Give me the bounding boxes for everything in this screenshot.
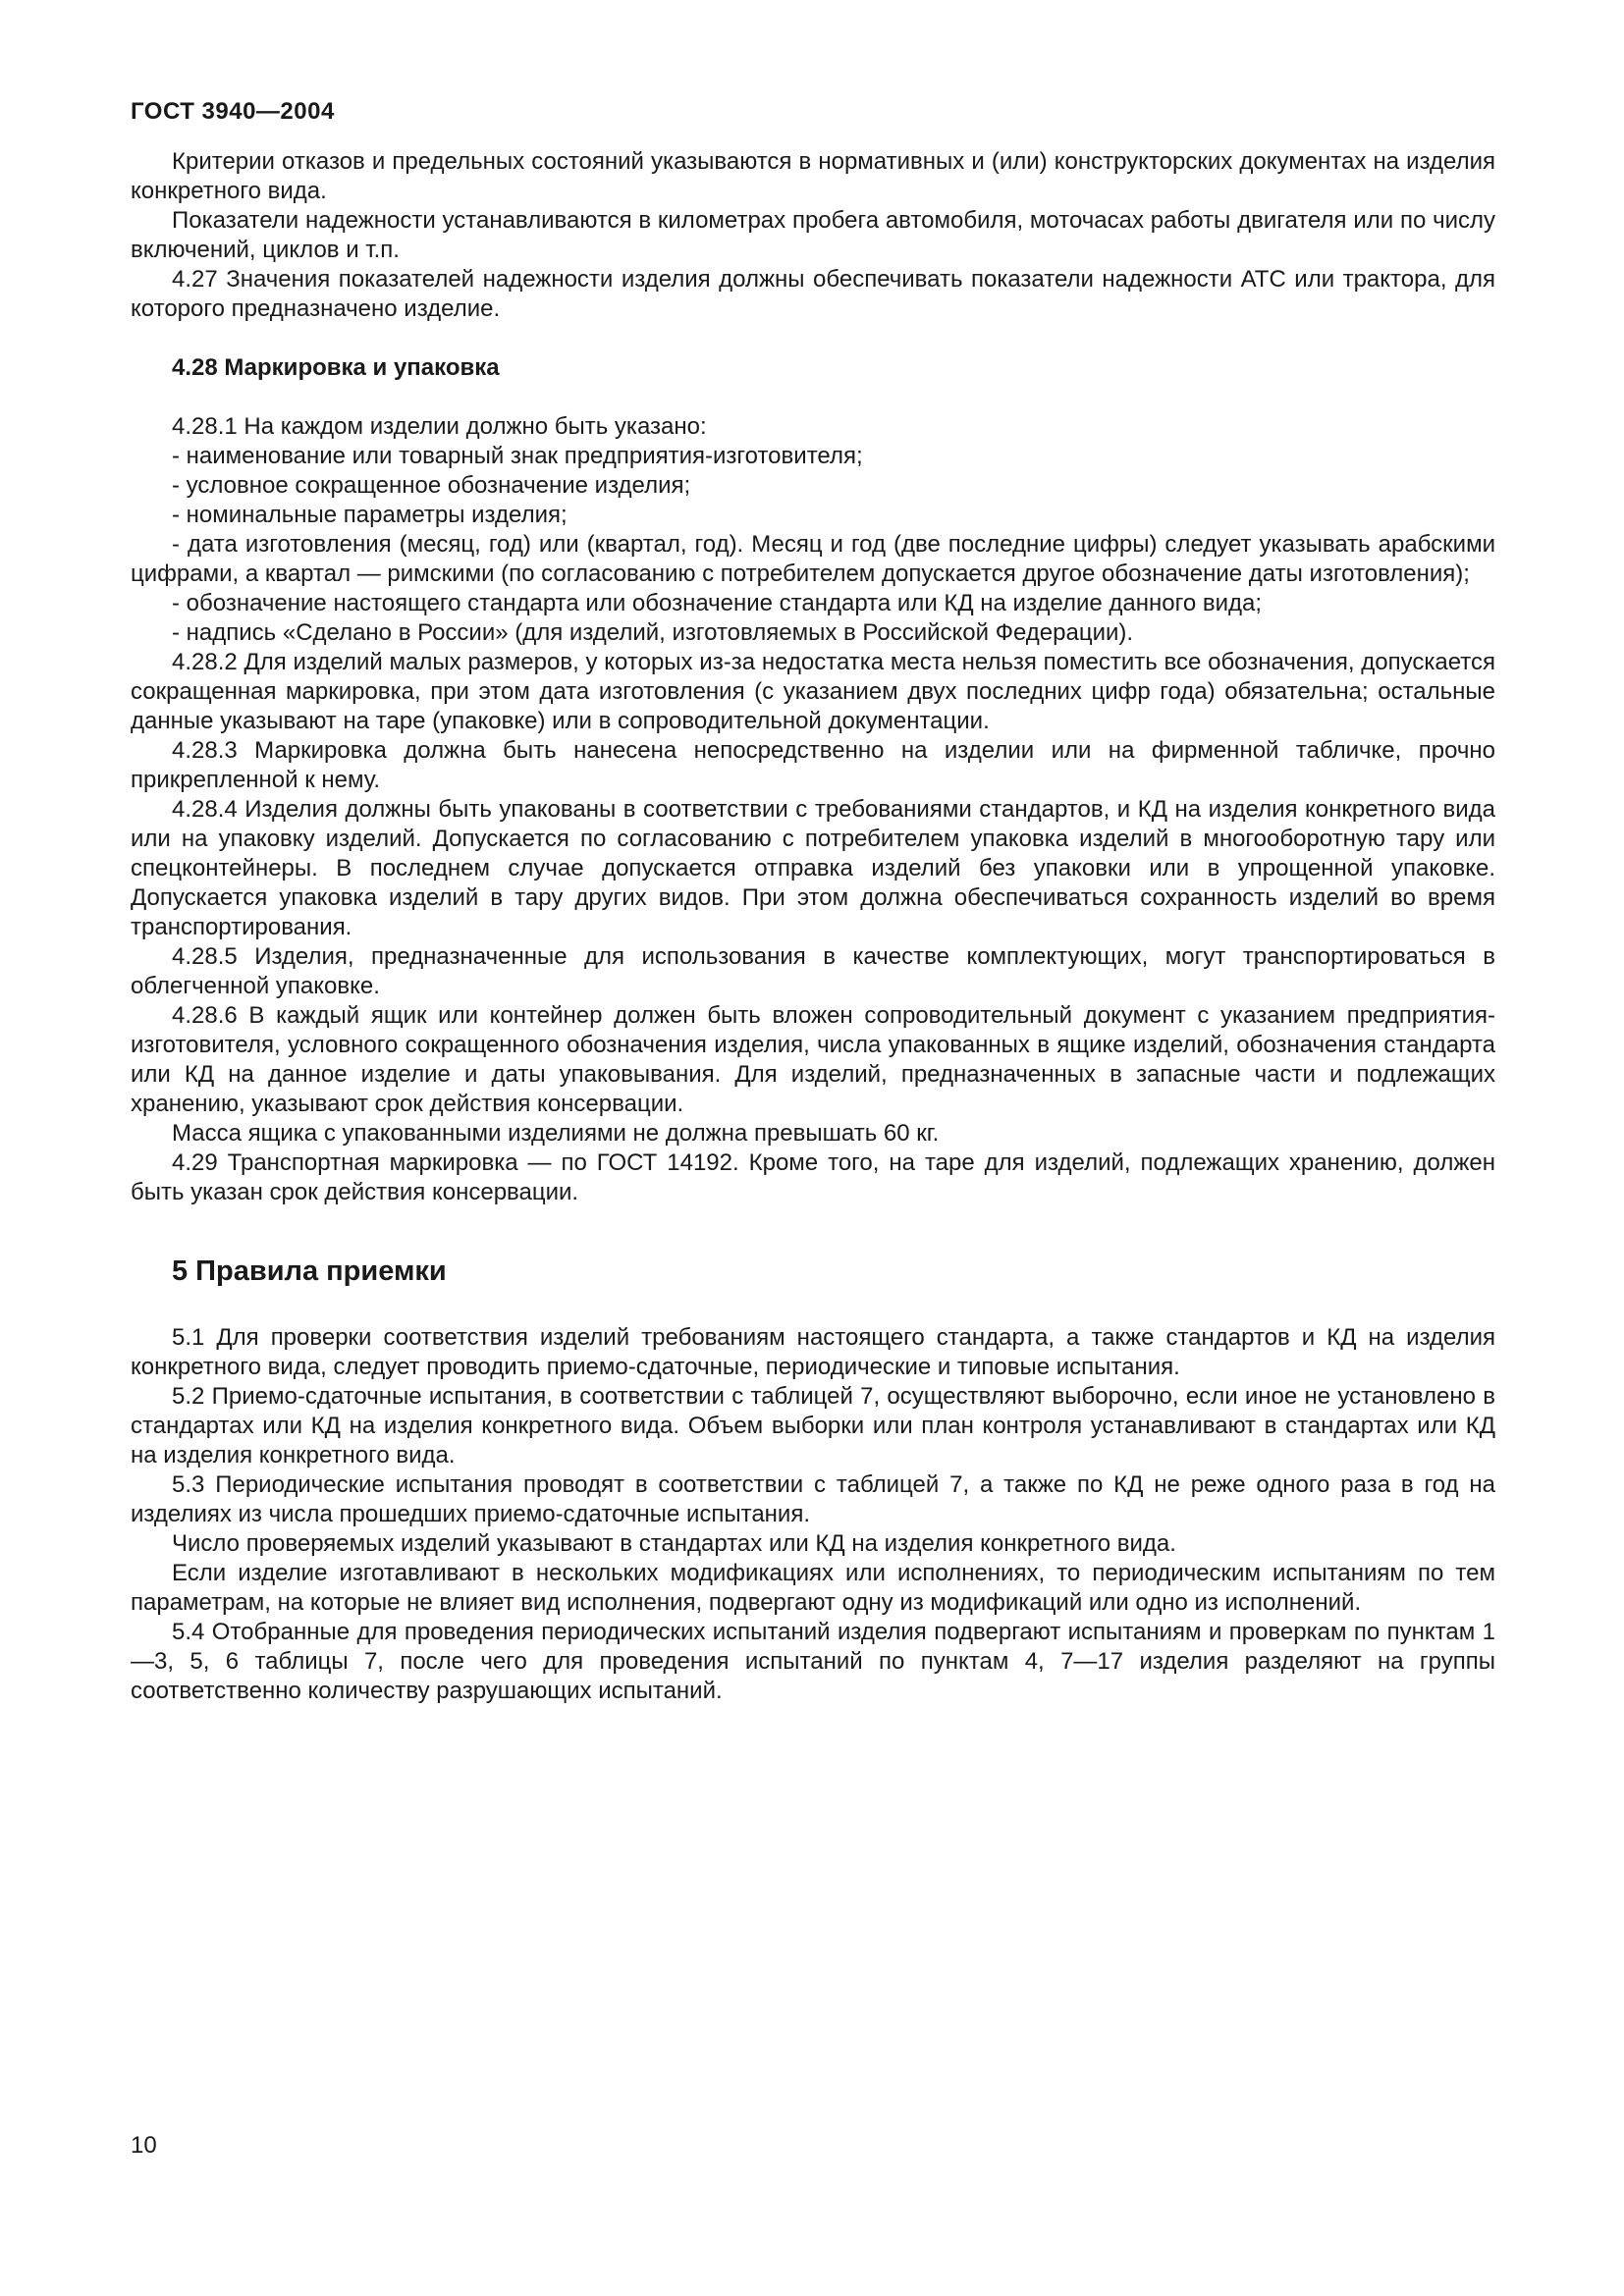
paragraph: 4.28.3 Маркировка должна быть нанесена непосредственно на изделии или на фирменной табличке, прочно прикрепленной к нему. <box>131 737 1495 793</box>
document-content <box>131 147 1495 1706</box>
paragraph: 5.3 Периодические испытания проводят в соответствии с таблицей 7, а также по КД не реже одного раза в год на изделиях из числа прошедших приемо-сдаточные испытания. <box>131 1471 1495 1527</box>
paragraph: Критерии отказов и предельных состояний указываются в нормативных и (или) конструкторских документах на изделия конкретного вида. <box>131 148 1495 204</box>
page-number: 10 <box>131 2132 157 2159</box>
list-item: - номинальные параметры изделия; <box>172 502 568 528</box>
paragraph: 4.28.1 На каждом изделии должно быть указано: <box>172 413 707 440</box>
paragraph: 4.28.5 Изделия, предназначенные для использования в качестве комплектующих, могут транспортироваться в облегченной упаковке. <box>131 943 1495 999</box>
paragraph: 4.28.6 В каждый ящик или контейнер должен быть вложен сопроводительный документ с указанием предприятия-изготовителя, условного сокращенного обозначения изделия, числа упакованных в ящике изделий, обозначения стандарта или КД на данное изделие и даты упаковывания. Для изделий, предназначенных в запасные части и подлежащих хранению, указывают срок действия консервации. <box>131 1002 1495 1117</box>
paragraph: 4.28.4 Изделия должны быть упакованы в соответствии с требованиями стандартов, и КД на изделия конкретного вида или на упаковку изделий. Допускается по согласованию с потребителем упаковка изделий в многооборотную тару или спецконтейнеры. В последнем случае допускается отправка изделий без упаковки или в упрощенной упаковке. Допускается упаковка изделий в тару других видов. При этом должна обеспечиваться сохранность изделий во время транспортирования. <box>131 796 1495 940</box>
paragraph: Если изделие изготавливают в нескольких модификациях или исполнениях, то периодическим испытаниям по тем параметрам, на которые не влияет вид исполнения, подвергают одну из модификаций или одно из исполнений. <box>131 1560 1495 1616</box>
paragraph: Показатели надежности устанавливаются в километрах пробега автомобиля, моточасах работы двигателя или по числу включений, циклов и т.п. <box>131 207 1495 263</box>
list-item: - обозначение настоящего стандарта или обозначение стандарта или КД на изделие данного вида; <box>172 590 1263 616</box>
list-item: - наименование или товарный знак предприятия-изготовителя; <box>172 443 863 469</box>
list-item: - условное сокращенное обозначение изделия; <box>172 472 691 499</box>
paragraph: Число проверяемых изделий указывают в стандартах или КД на изделия конкретного вида. <box>172 1530 1176 1557</box>
section-heading: 4.28 Маркировка и упаковка <box>172 354 500 381</box>
document-header: ГОСТ 3940—2004 <box>131 98 335 125</box>
section-heading: 5 Правила приемки <box>172 1255 447 1287</box>
paragraph: Масса ящика с упакованными изделиями не должна превышать 60 кг. <box>172 1120 940 1147</box>
paragraph: 4.27 Значения показателей надежности изделия должны обеспечивать показатели надежности АТС или трактора, для которого предназначено изделие. <box>131 266 1495 322</box>
paragraph: 5.1 Для проверки соответствия изделий требованиям настоящего стандарта, а также стандартов и КД на изделия конкретного вида, следует проводить приемо-сдаточные, периодические и типовые испытания. <box>131 1324 1495 1380</box>
paragraph: 5.4 Отобранные для проведения периодических испытаний изделия подвергают испытаниям и проверкам по пунктам 1—3, 5, 6 таблицы 7, после чего для проведения испытаний по пунктам 4, 7—17 изделия разделяют на группы соответственно количеству разрушающих испытаний. <box>131 1619 1495 1704</box>
paragraph: 4.28.2 Для изделий малых размеров, у которых из-за недостатка места нельзя поместить все обозначения, допускается сокращенная маркировка, при этом дата изготовления (с указанием двух последних цифр года) обязательна; остальные данные указывают на таре (упаковке) или в сопроводительной документации. <box>131 649 1495 734</box>
list-item: - надпись «Сделано в России» (для изделий, изготовляемых в Российской Федерации). <box>172 619 1134 646</box>
paragraph: 5.2 Приемо-сдаточные испытания, в соответствии с таблицей 7, осуществляют выборочно, если иное не установлено в стандартах или КД на изделия конкретного вида. Объем выборки или план контроля устанавливают в стандартах или КД на изделия конкретного вида. <box>131 1383 1495 1468</box>
paragraph: 4.29 Транспортная маркировка — по ГОСТ 14192. Кроме того, на таре для изделий, подлежащих хранению, должен быть указан срок действия консервации. <box>131 1149 1495 1205</box>
list-item: - дата изготовления (месяц, год) или (квартал, год). Месяц и год (две последние цифры) следует указывать арабскими цифрами, а квартал — римскими (по согласованию с потребителем допускается другое обозначение даты изготовления); <box>131 531 1495 587</box>
